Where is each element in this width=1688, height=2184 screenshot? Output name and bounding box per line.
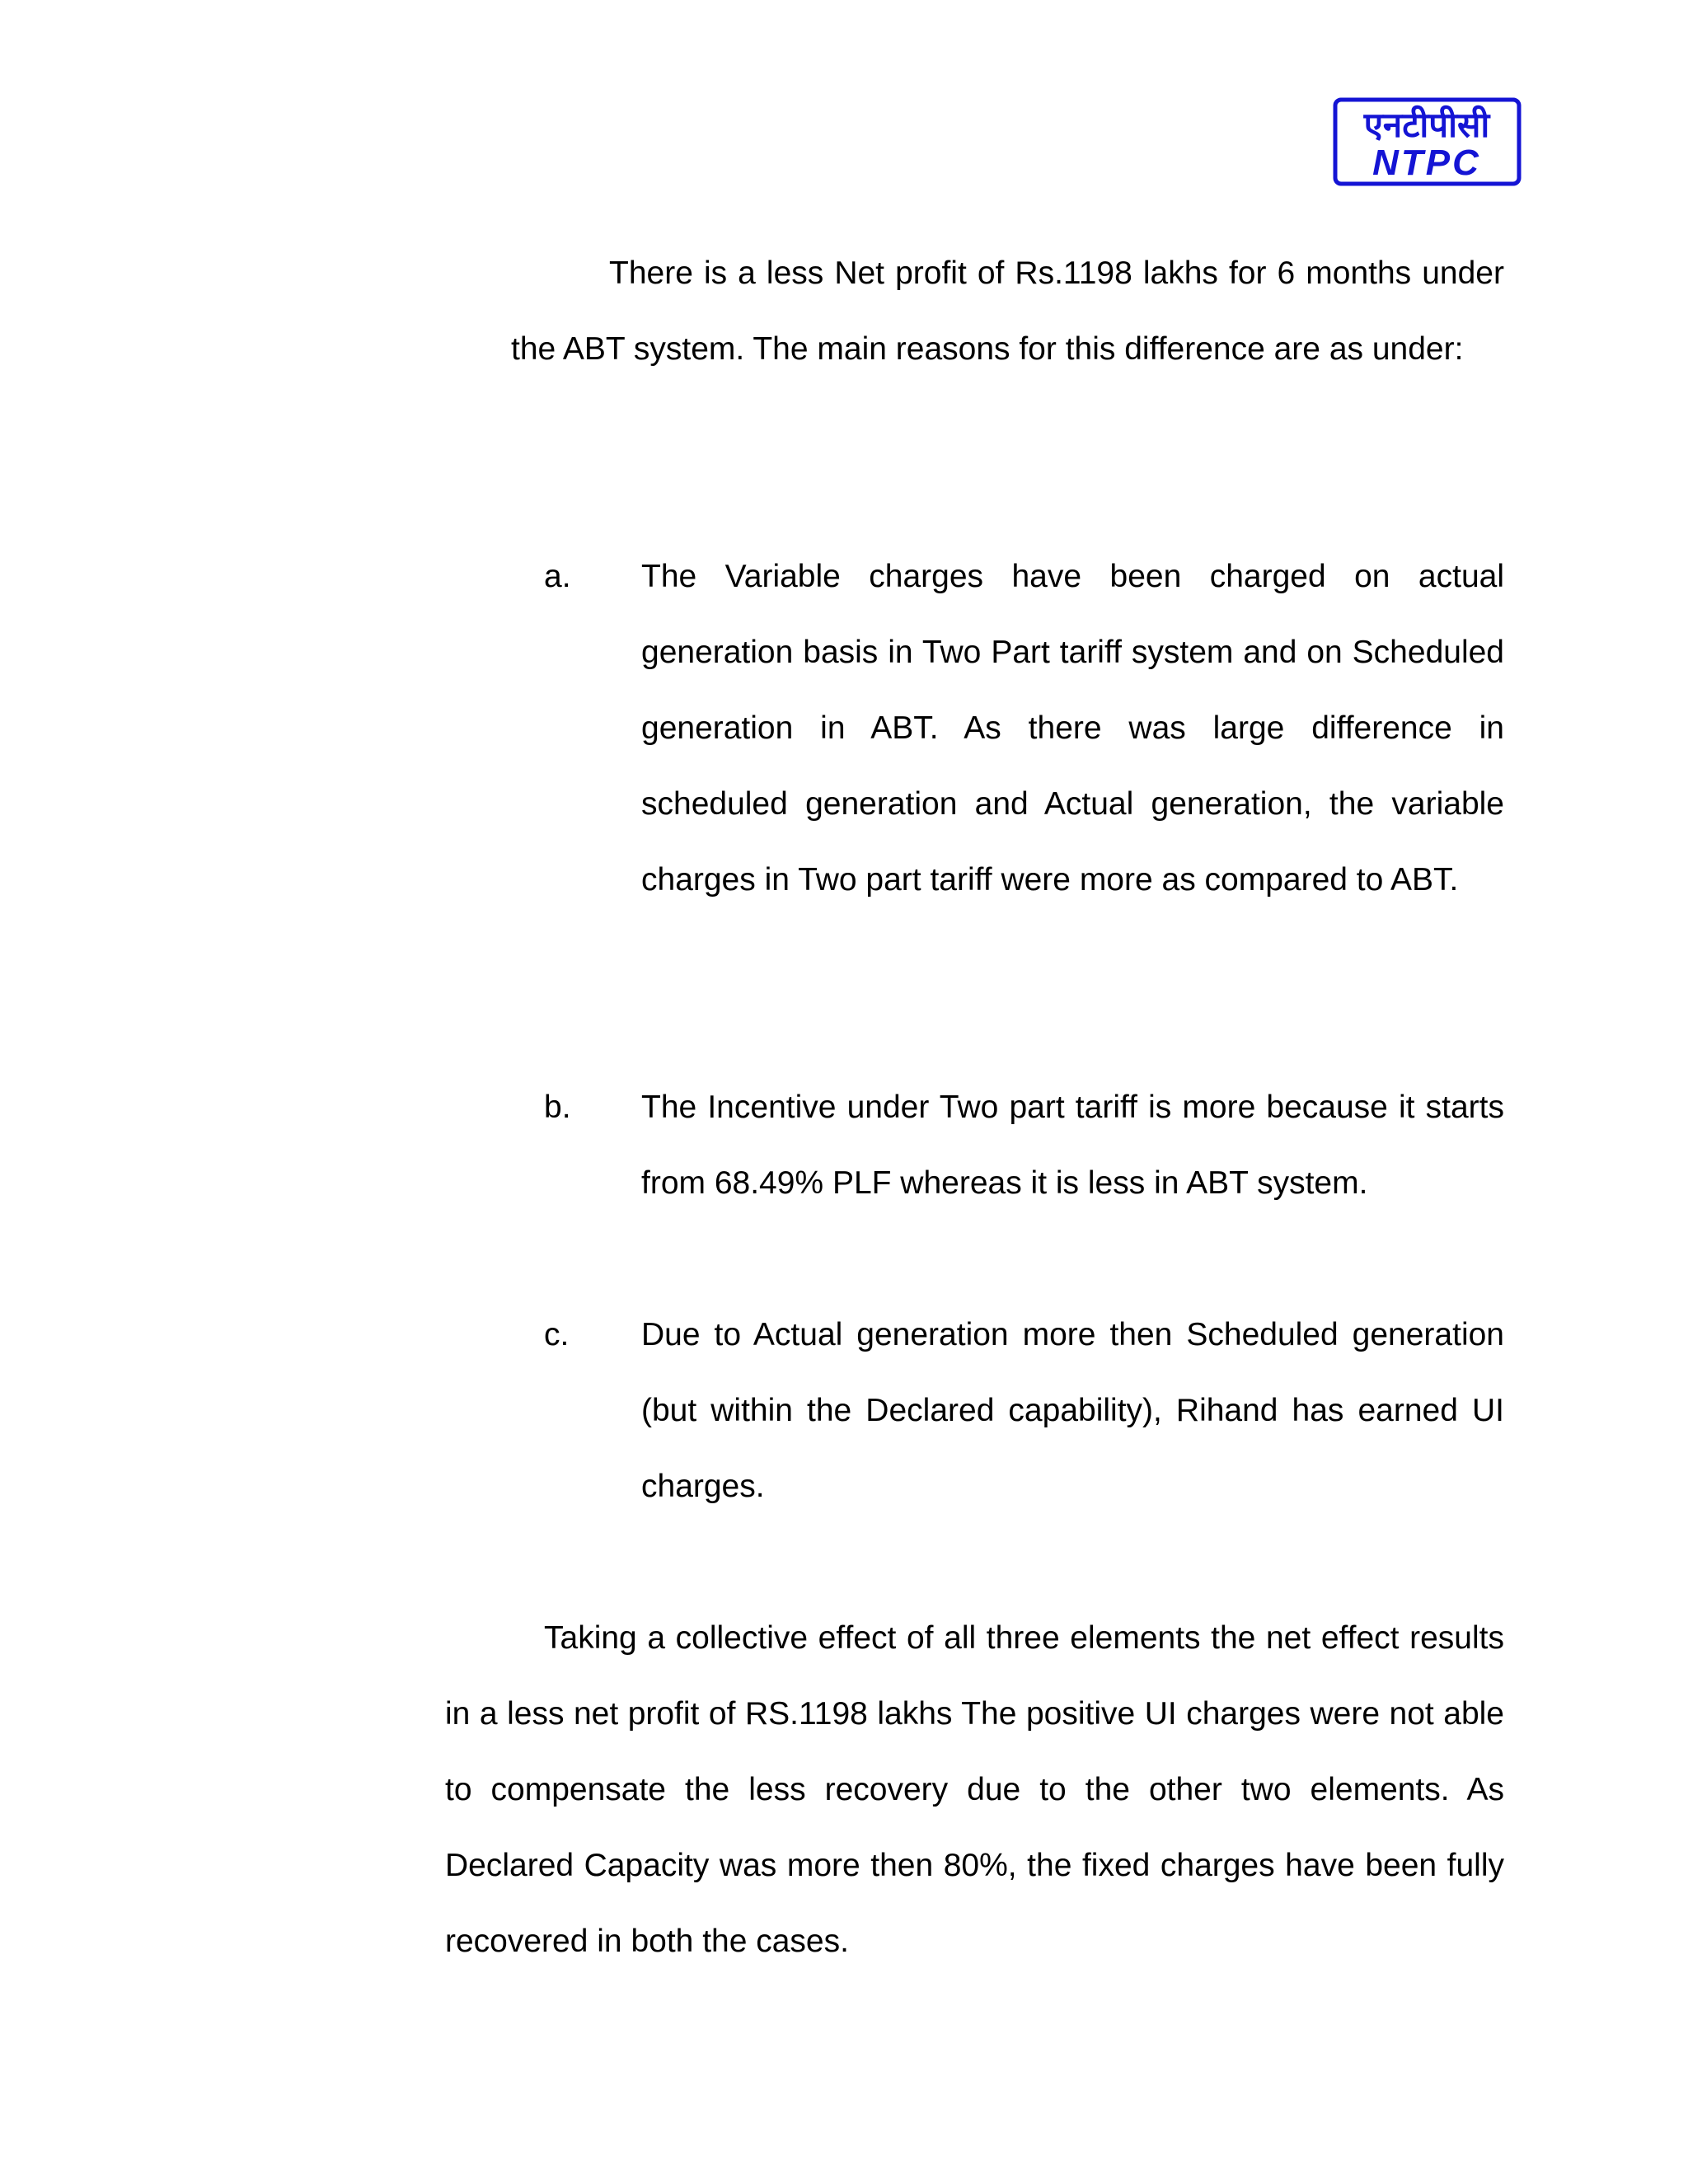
ntpc-logo [1333,97,1522,186]
ntpc-logo-mark [1333,97,1522,186]
conclusion-paragraph: Taking a collective effect of all three elements the net effect results in a less net profit of RS.1198 lakhs The positive UI charges were not able to compensate the less recovery due to the other two elements. As Declared Capacity was more then 80%, the fixed charges have been fully recovered in both the cases. [445,1620,1504,1959]
reason-item [544,539,1504,918]
reason-marker: c. [544,1317,570,1352]
reason-marker: b. [544,1090,571,1125]
reason-text: The Incentive under Two part tariff is more because it starts from 68.49% PLF whereas it is less in ABT system. [641,1090,1504,1201]
intro-paragraph: There is a less Net profit of Rs.1198 lakhs for 6 months under the ABT system. The main reasons for this difference are as under: [511,255,1504,367]
reason-text: Due to Actual generation more then Scheduled generation (but within the Declared capability), Rihand has earned UI charges. [641,1317,1504,1504]
logo-english-text: NTPC [1372,143,1481,183]
reason-item [544,1070,1504,1221]
reason-marker: a. [544,559,571,594]
logo-hindi-text: एनटीपीसी [1363,105,1490,145]
reason-item [544,1297,1504,1525]
reason-text: The Variable charges have been charged on actual generation basis in Two Part tariff system and on Scheduled generation in ABT. As there was large difference in scheduled generation and Actual generation, the variable charges in Two part tariff were more as compared to ABT. [641,559,1504,898]
